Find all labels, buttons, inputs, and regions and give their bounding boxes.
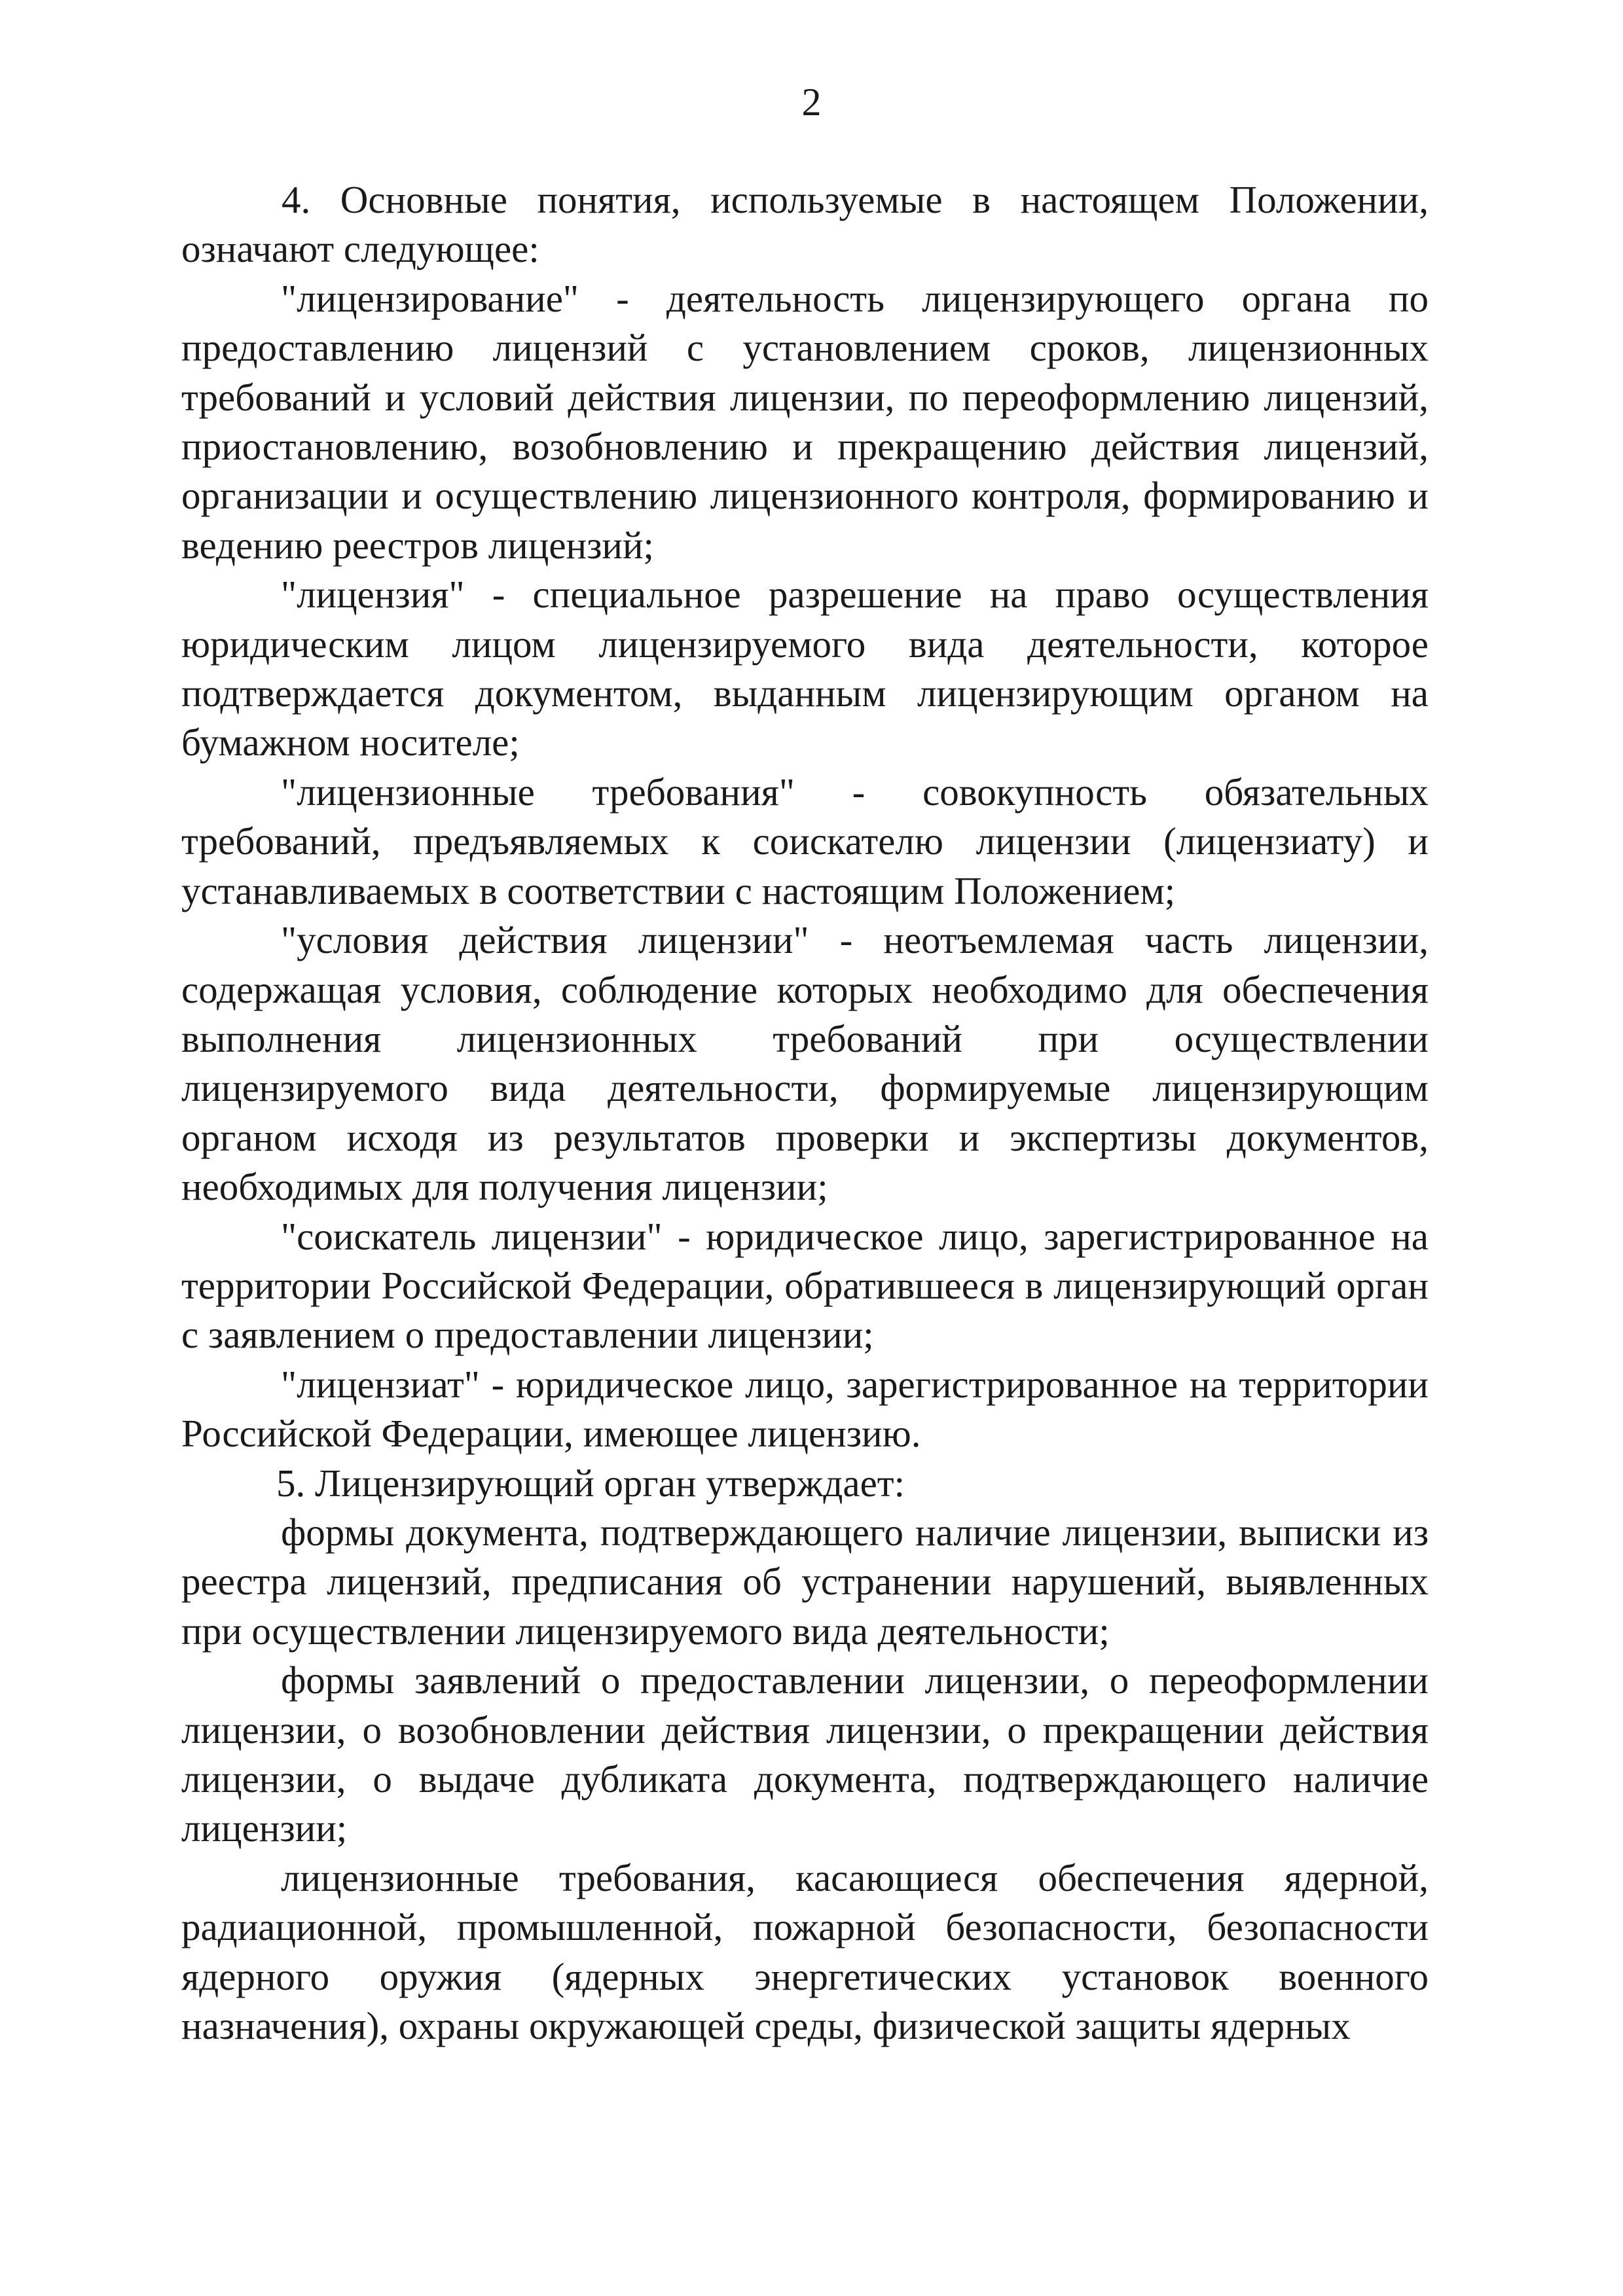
paragraph-document-forms: формы документа, подтверждающего наличие лицензии, выписки из реестра лицензий, предписания об устранении нарушений, выявленных при осуществлении лицензируемого вида деятельности; (181, 1510, 1429, 1653)
paragraph-license-conditions-definition: "условия действия лицензии" - неотъемлемая часть лицензии, содержащая условия, соблюдение которых необходимо для обеспечения выполнения лицензионных требований при осуществлении лицензируемого вида деятельности, формируемые лицензирующим органом исходя из результатов проверки и экспертизы документов, необходимых для получения лицензии; (181, 918, 1429, 1209)
paragraph-licensing-definition: "лицензирование" - деятельность лицензирующего органа по предоставлению лицензий с установлением сроков, лицензионных требований и условий действия лицензии, по переоформлению лицензий, приостановлению, возобновлению и прекращению действия лицензий, организации и осуществлению лицензионного контроля, формированию и ведению реестров лицензий; (181, 276, 1429, 567)
page-number: 2 (801, 81, 822, 124)
paragraph-license-definition: "лицензия" - специальное разрешение на право осуществления юридическим лицом лицензируемого вида деятельности, которое подтверждается документом, выданным лицензирующим органом на бумажном носителе; (181, 573, 1429, 764)
paragraph-safety-requirements: лицензионные требования, касающиеся обеспечения ядерной, радиационной, промышленной, пожарной безопасности, безопасности ядерного оружия (ядерных энергетических установок военного назначения), охраны окружающей среды, физической защиты ядерных (181, 1856, 1429, 2048)
paragraph-application-forms: формы заявлений о предоставлении лицензии, о переоформлении лицензии, о возобновлении действия лицензии, о прекращении действия лицензии, о выдаче дубликата документа, подтверждающего наличие лицензии; (181, 1659, 1429, 1850)
paragraph-license-applicant-definition: "соискатель лицензии" - юридическое лицо, зарегистрированное на территории Российской Федерации, обратившееся в лицензирующий орган с заявлением о предоставлении лицензии; (181, 1214, 1429, 1357)
paragraph-licensing-authority-approves: 5. Лицензирующий орган утверждает: (276, 1461, 905, 1505)
paragraph-licensee-definition: "лицензиат" - юридическое лицо, зарегистрированное на территории Российской Федерации, имеющее лицензию. (181, 1362, 1429, 1456)
paragraph-license-requirements-definition: "лицензионные требования" - совокупность обязательных требований, предъявляемых к соискателю лицензии (лицензиату) и устанавливаемых в соответствии с настоящим Положением; (181, 770, 1429, 912)
document-body (181, 175, 1429, 2051)
paragraph-basic-concepts: 4. Основные понятия, используемые в настоящем Положении, означают следующее: (181, 178, 1429, 271)
